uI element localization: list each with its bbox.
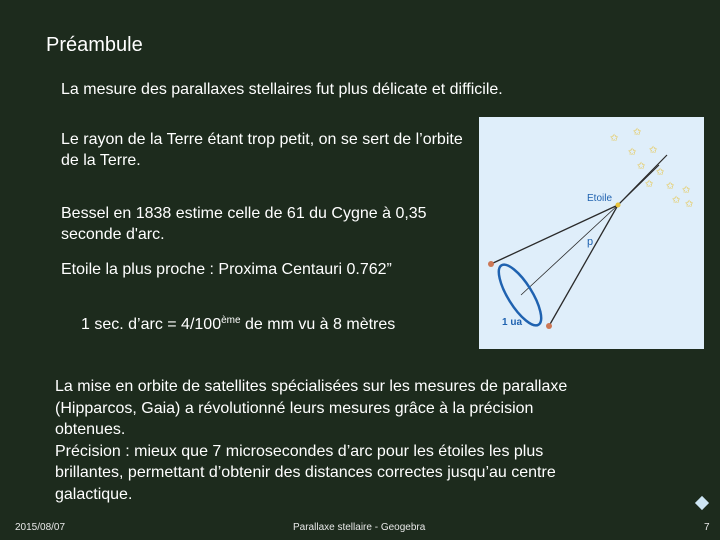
paragraph-proxima: Etoile la plus proche : Proxima Centauri 0.762”	[61, 261, 392, 278]
distant-star: ✩	[633, 127, 642, 138]
footer-title: Parallaxe stellaire - Geogebra	[293, 522, 426, 533]
precision-line: galactique.	[55, 485, 133, 503]
distance-label: 1 ua	[502, 317, 523, 328]
earth-position-bottom	[546, 323, 552, 329]
page-number: 7	[704, 522, 710, 533]
arcsecond-main: 1 sec. d’arc = 4/100	[81, 316, 222, 333]
arcsecond-rest: de mm vu à 8 mètres	[240, 316, 396, 333]
slide-title: Préambule	[46, 34, 143, 56]
star-point	[616, 203, 621, 208]
earth-position-top	[488, 261, 494, 267]
paragraph-earth-orbit: Le rayon de la Terre étant trop petit, on se sert de l’orbite de la Terre.	[61, 131, 463, 169]
satellite-line: (Hipparcos, Gaia) a révolutionné leurs mesures grâce à la précision	[55, 399, 534, 417]
distant-star: ✩	[656, 167, 665, 178]
diagram-background	[479, 117, 704, 349]
distant-star: ✩	[645, 179, 654, 190]
parallax-diagram	[479, 117, 704, 349]
paragraph-parallax-difficulty: La mesure des parallaxes stellaires fut plus délicate et difficile.	[61, 81, 503, 98]
distant-star: ✩	[649, 145, 658, 156]
paragraph-bessel: Bessel en 1838 estime celle de 61 du Cygne à 0,35 seconde d'arc.	[61, 205, 427, 243]
distant-star: ✩	[637, 161, 646, 172]
paragraph-arcsecond	[81, 310, 395, 335]
satellite-line: obtenues.	[55, 421, 126, 438]
diamond-nav-icon[interactable]	[695, 496, 709, 510]
distant-star: ✩	[610, 133, 619, 144]
satellite-paragraph	[55, 376, 655, 505]
distant-star: ✩	[682, 185, 691, 196]
distant-star: ✩	[685, 199, 694, 210]
distant-star: ✩	[672, 195, 681, 206]
distant-star: ✩	[666, 181, 675, 192]
footer-date: 2015/08/07	[15, 522, 66, 533]
satellite-line: La mise en orbite de satellites spécialisées sur les mesures de parallaxe	[55, 378, 568, 395]
angle-label: p	[587, 236, 594, 248]
distant-star: ✩	[628, 147, 637, 158]
precision-line: brillantes, permettant d’obtenir des distances correctes jusqu’au centre	[55, 464, 556, 481]
arcsecond-superscript: ème	[221, 315, 241, 326]
precision-line: Précision : mieux que 7 microsecondes d’arc pour les étoiles les plus	[55, 442, 544, 460]
star-label: Etoile	[587, 193, 613, 204]
